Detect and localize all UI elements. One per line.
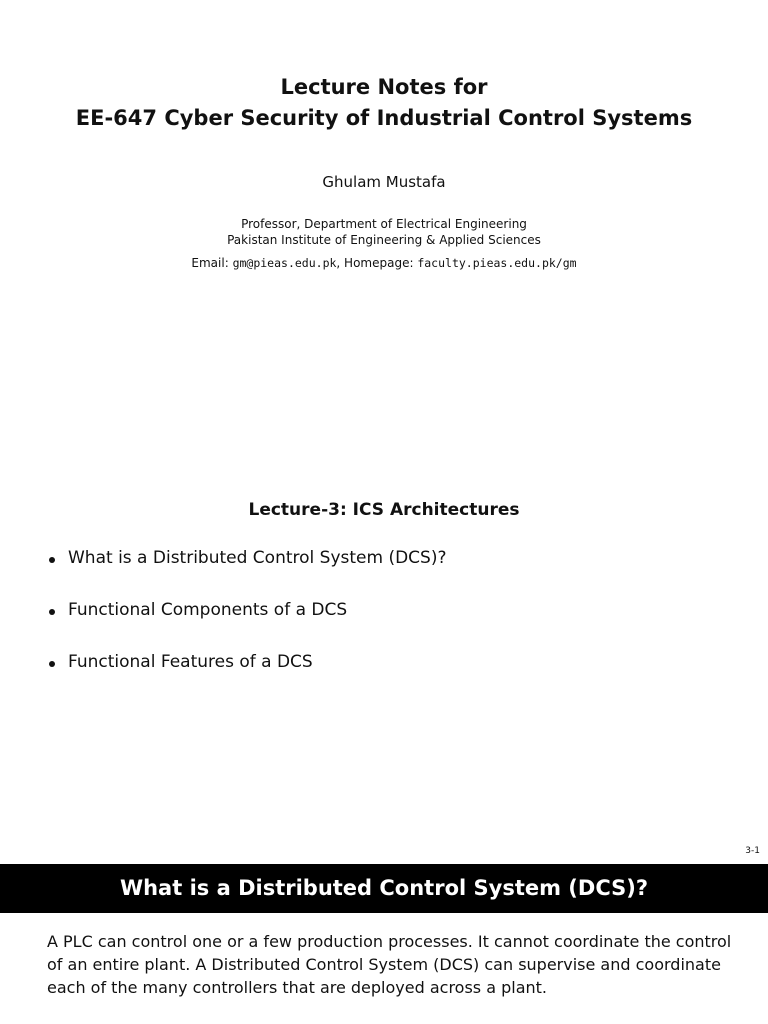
topic-text: Functional Components of a DCS — [68, 600, 348, 620]
title-line-2: EE-647 Cyber Security of Industrial Control Systems — [75, 106, 693, 130]
topic-list — [48, 548, 447, 704]
lecture-heading: Lecture-3: ICS Architectures — [248, 500, 520, 520]
homepage-label: , Homepage: — [336, 256, 418, 270]
section-banner — [0, 864, 768, 913]
author-name: Ghulam Mustafa — [322, 173, 446, 191]
topic-item — [48, 548, 447, 600]
topic-text: Functional Features of a DCS — [68, 652, 313, 672]
topic-text: What is a Distributed Control System (DCS)? — [68, 548, 447, 568]
bullet-icon — [49, 557, 55, 563]
homepage-link[interactable]: faculty.pieas.edu.pk/gm — [417, 256, 577, 270]
page-title — [0, 72, 768, 134]
section-heading: What is a Distributed Control System (DCS)? — [119, 876, 649, 900]
bullet-icon — [49, 661, 55, 667]
section-body-text: A PLC can control one or a few production processes. It cannot coordinate the control of an entire plant. A Distributed Control System (DCS) can supervise and coordinate each of the many controllers that are deployed across a plant. — [47, 932, 732, 997]
topic-item — [48, 600, 447, 652]
topic-item — [48, 652, 447, 704]
email-label: Email: — [191, 256, 233, 270]
bullet-icon — [49, 609, 55, 615]
page-number: 3-1 — [745, 846, 760, 856]
affiliation-line-2: Pakistan Institute of Engineering & Applied Sciences — [227, 233, 541, 247]
contact-line — [0, 256, 768, 270]
affiliation-line-1: Professor, Department of Electrical Engineering — [241, 217, 527, 231]
author-affiliation — [0, 216, 768, 248]
title-line-1: Lecture Notes for — [280, 75, 488, 99]
email-link[interactable]: gm@pieas.edu.pk — [232, 256, 337, 270]
